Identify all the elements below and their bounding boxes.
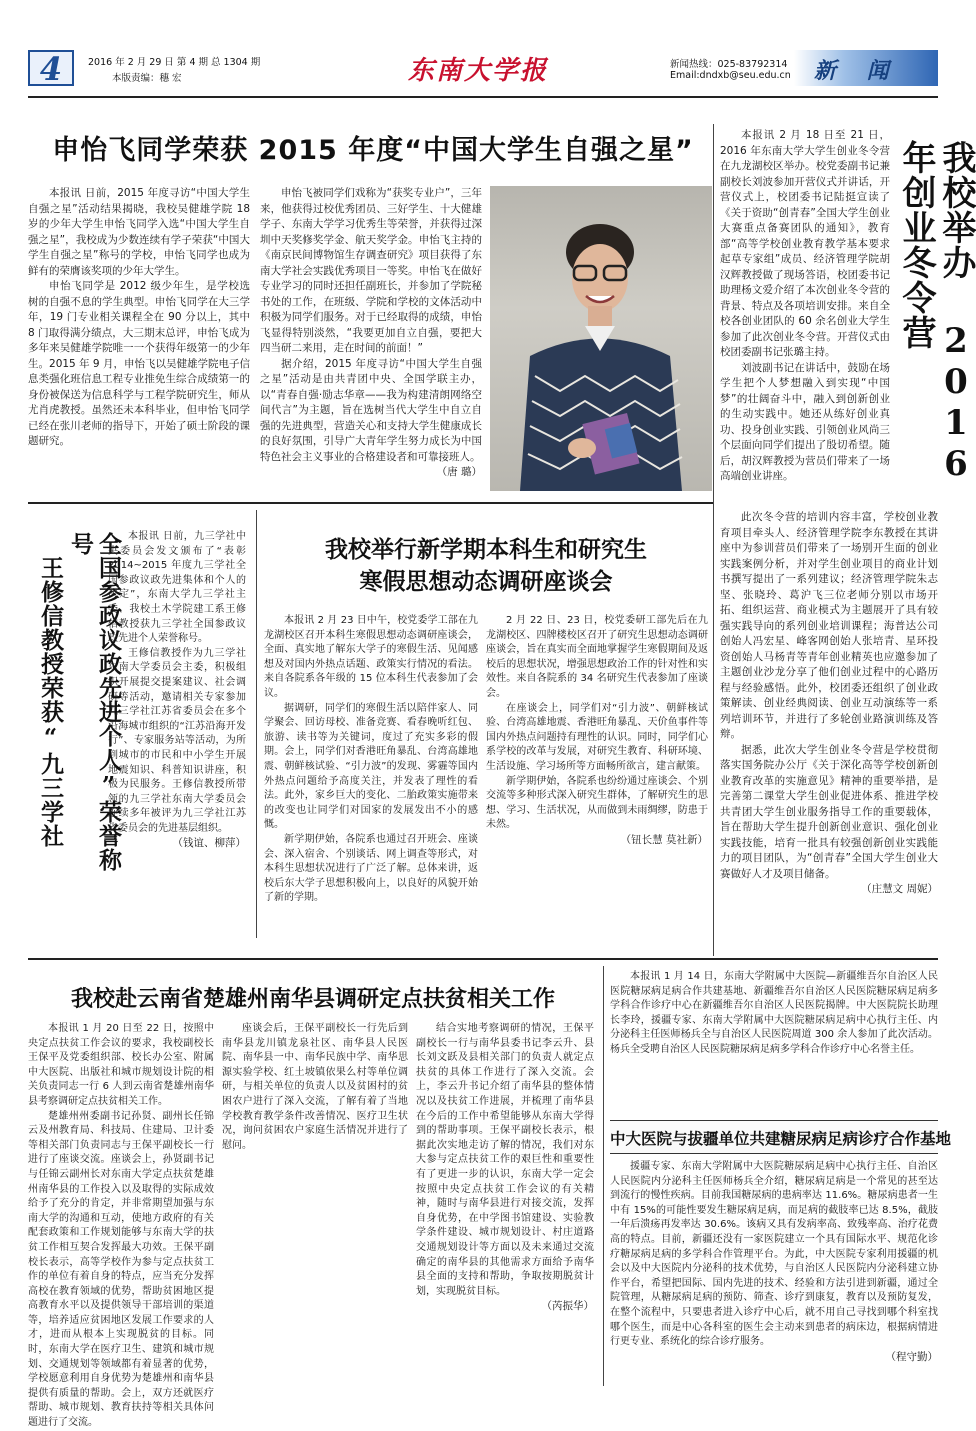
article6-byline: （程守勤） [885, 1350, 938, 1363]
article5-byline: （芮振华） [541, 1300, 594, 1313]
article2-para: 本报讯 2 月 18 日至 21 日，2016 年东南大学大学生创业冬令营在九龙湖校区举办。校党委副书记兼副校长刘波参加开营仪式并讲话，开营仪式上，校团委书记陆挺宣读了《关于资助“创青春”全国大学生创业大赛重点备赛团队的通知》，教育部“高等学校创业教育教学基本要求起草专家组”成员、经济管理学院胡汉辉教授做了现场答语，校团委书记助理杨文爱介绍了本次创业冬令营的背景、特点及各项培训安排。来自全校各创业团队的 60 余名创业大学生参加了此次创业冬令营。开营仪式由校团委副书记张璐主持。 [720, 129, 890, 358]
article2-para: 据悉，此次大学生创业冬令营是学校贯彻落实国务院办公厅《关于深化高等学校创新创业教育改革的实施意见》精神的重要举措，是完善第二课堂大学生创业促进体系、推进学校共青团大学生创业服务指导工作的重要载体，旨在帮助大学生提升创新创业意识、强化创业实践技能，培育一批具有较强创新创业实践能力的项目团队，为“创青春”全国大学生创业大赛做好人才及项目储备。 [720, 743, 938, 880]
article3-divider [256, 510, 257, 938]
article2-para: 刘波副书记在讲话中，鼓励在场学生把个人梦想融入到实现“中国梦”的壮阔奋斗中，融入到创新创业的生动实践中。她还从练好创业真功、投身创业实践、引领创业风尚三个层面向同学们提出了殷切希望。随后，胡汉辉教授为营员们带来了一场高端创业讲座。 [720, 361, 890, 482]
article2-headline: 我校举办 2016 年创业冬令营 [896, 140, 976, 485]
divider-bottom [28, 958, 938, 960]
article5-col3 [416, 1022, 594, 1314]
section-tag [794, 50, 938, 86]
hotline: 新闻热线：025-83792314 [670, 59, 788, 70]
portrait-illustration [490, 186, 712, 491]
article2-byline: （庄慧文 周妮） [861, 883, 938, 895]
article1-headline: 申怡飞同学荣获 2015 年度“中国大学生自强之星” [52, 135, 694, 166]
date-line: 2016 年 2 月 29 日 第 4 期 总 1304 期 [88, 57, 261, 68]
article3-byline: （钱谊、柳萍） [172, 837, 246, 850]
article1-para: 据介绍，2015 年度寻访“中国大学生自强之星”活动是由共青团中央、全国学联主办，以“青春自强·励志华章——我为构建清朗网络空间代言”为主题，旨在选树当代大学生中自立自强的先进典型，营造关心和支持大学生健康成长的良好氛围，引导广大青年学生努力成长为中国特色社会主义事业的合格建设者和可靠接班人。 [260, 357, 482, 463]
article1-col2 [260, 186, 482, 481]
article5-para: 结合实地考察调研的情况，王保平副校长一行与南华县委书记李云升、县长刘文跃及县相关部门的负责人就定点扶贫的具体工作进行了深入交流。会上，李云升书记介绍了南华县的整体情况以及扶贫工作进展，并梳理了南华县在今后的工作中希望能够从东南大学得到的帮助事项。王保平副校长表示，根据此次实地走访了解的情况，我们对东大参与定点扶贫工作的艰巨性和重要性有了更进一步的认识，东南大学一定会按照中央定点扶贫工作会议的有关精神，随时与南华县进行对接交流，发挥自身优势，在中学图书馆建设、实验教学条件建设、城市规划设计、村庄道路交通规划设计等方面以及未来通过交流确定的南华县的其他需求方面给予南华县全面的支持和帮助，争取按期脱贫计划，实现脱贫目标。 [416, 1023, 594, 1297]
article4-para: 新学期伊始，各院系也通过召开班会、座谈会、深入宿舍、个别谈话、网上调查等形式，对本科生思想状况进行了广泛了解。总体来讲，返校后东大学子思想积极向上，以良好的风貌开始了新的学期。 [264, 833, 478, 904]
article5-headline: 我校赴云南省楚雄州南华县调研定点扶贫相关工作 [70, 987, 555, 1012]
article3-para: 本报讯 日前，九三学社中央委员会发文颁布了“表彰 2014~2015 年度九三学社全国参政议政先进集体和个人的决定”，东南大学九三学社主委、我校土木学院建工系王修信教授获九三学社全国参政议政先进个人荣誉称号。 [108, 531, 246, 645]
article3-col [108, 530, 246, 851]
article3-headline-line2: 王修信教授荣获“九三学社 [37, 556, 64, 848]
editor-line: 本版责编：穗 宏 [112, 73, 182, 84]
article1-para: 申怡飞被同学们戏称为“获奖专业户”，三年来，他获得过校优秀团员、三好学生、十大健雄学子、东南大学学习优秀生等荣誉，并获得过深圳中天奖修奖学金、航天奖学金。申怡飞主持的《南京民间博物馆生存调查研究》项目获得了东南大学社会实践优秀项目一等奖。申怡飞在做好专业学习的同时还担任副班长，并参加了学院秘书处的工作，在班级、学院和学校的文体活动中积极为同学们服务。对于已经取得的成绩，申怡飞显得特别淡然，“我要更加自立自强，要把大四当研二来用，走在时间的前面！” [260, 187, 482, 354]
article4-col2 [486, 614, 708, 848]
article5-col1 [28, 1022, 214, 1431]
article1-byline: （唐 璐） [436, 466, 482, 478]
article4-headline-line: 我校举行新学期本科生和研究生 [325, 537, 647, 563]
article5-divider [603, 966, 604, 1386]
student-portrait-photo [490, 186, 712, 491]
article4-para: 2 月 22 日、23 日，校党委研工部先后在九龙湖校区、四牌楼校区召开了研究生思想动态调研座谈会，旨在真实而全面地掌握学生寒假期间及返校后的思想状况，增强思想政治工作的针对性和实效性。来自各院系的 34 名研究生代表参加了座谈会。 [486, 615, 708, 699]
article5-para: 本报讯 1 月 20 日至 22 日，按照中央定点扶贫工作会议的要求，我校副校长王保平及党委组织部、校长办公室、附属中大医院、出版社和城市规划设计院的相关负责同志一行 6 人到云南省楚雄州南华县考察调研定点扶贫相关工作。 [28, 1023, 214, 1107]
article4-para: 本报讯 2 月 23 日中午，校党委学工部在九龙湖校区召开本科生寒假思想动态调研座谈会，全面、真实地了解东大学子的寒假生活、见闻感想及对国内外热点话题、政策实行情况的看法。来自各院系各年级的 15 位本科生代表参加了会议。 [264, 615, 478, 699]
email: Email:dndxb@seu.edu.cn [670, 70, 791, 81]
article6-para: 本报讯 1 月 14 日，东南大学附属中大医院—新疆维吾尔自治区人民医院糖尿病足病合作共建基地、新疆维吾尔自治区人民医院糖尿病足病多学科合作诊疗中心在新疆维吾尔自治区人民医院揭牌。中大医院院长助理长李玲，援疆专家、东南大学附属中大医院糖尿病足病中心执行主任、内分泌科主任医师杨兵全与自治区人民医院周道 300 余人参加了此次活动。杨兵全受聘自治区人民医院糖尿病足病多学科合作诊疗中心名誉主任。 [610, 971, 938, 1055]
article2-divider [713, 124, 714, 956]
divider-mid [28, 502, 713, 504]
article3-para: 王修信教授作为九三学社东南大学委员会主委，积极组织开展提交提案建议、社会调研等活动，邀请相关专家参加九三学社江苏省委员会在多个沿海城市组织的“江苏沿海开发行”、专家服务站等活动，为所到城市的市民和中小学生开展地震知识、科普知识讲座，积极为民服务。王修信教授所带领的九三学社东南大学委员会连续多年被评为九三学社江苏省委员会的先进基层组织。 [108, 647, 246, 834]
article2-col [720, 128, 890, 485]
article3-headline-line1: 全国参政议政先进个人”荣誉称号 [67, 532, 122, 872]
article6-headline: 中大医院与拔疆单位共建糖尿病足病诊疗合作基地 [610, 1130, 952, 1148]
article6-intro [610, 970, 938, 1058]
article5-para: 座谈会后，王保平副校长一行先后到南华县龙川镇龙泉社区、南华县人民医院、南华县一中、南华民族中学、南华思源实验学校、红土坡镇依果么村等单位调研，与相关单位的负责人以及贫困村的贫困农户进行了深入交流，了解有着了当地学校教育教学条件改善情况、医疗卫生状况，询问贫困农户家庭生活情况并进行了慰问。 [222, 1023, 408, 1151]
section-label: 新 闻 [814, 58, 889, 84]
article4-byline: （钮长慧 莫社新） [620, 833, 708, 846]
article1-para: 申怡飞同学是 2012 级少年生，是学校选树的自强不息的学生典型。申怡飞同学在大三学年，19 门专业相关课程全在 90 分以上，其中 8 门取得满分绩点，大三期末总评，申怡飞成为多年来吴健雄学院唯一一个获得年级第一的少年生。2015 年 9 月，申怡飞以吴健雄学院电子信息类强化班信息工程专业推免生综合成绩第一的身份被保送为信息科学与工程学院研究生，师从尤肖虎教授。虽然还未本科毕业，但申怡飞同学已经在张川老师的指导下，开始了硕士阶段的课题研究。 [28, 280, 250, 447]
article6-para: 援疆专家、东南大学附属中大医院糖尿病足病中心执行主任、自治区人民医院内分泌科主任医师杨兵全介绍，糖尿病足病是一个常见的甚至达到流行的慢性疾病。目前我国糖尿病的患病率达 11.6%。糖尿病患者一生中有 15%的可能性要发生糖尿病足病，而足病的截肢率已达 8.5%，截肢一年后溃疡再发率达 30.6%。该病又具有发病率高、致残率高、治疗花费高的特点。目前，新疆还没有一家医院建立一个具有国际水平、规范化诊疗糖尿病足病的多学科合作管理平台。为此，中大医院专家利用援疆的机会以及中大医院内分泌科的技术优势，与自治区人民医院内分泌科建立协作平台，希望把国际、国内先进的技术、经验和方法引进到新疆，通过全院管理，从糖尿病足病的预防、筛查、诊疗到康复，教育以及预防复发，在整个流程中，只要患者进入诊疗中心后，就不用自己寻找到哪个科室找哪个医生，而是中心各科室的医生会主动来到患者的病床边，根据病情进行更专业、系统化的综合诊疗服务。 [610, 1161, 938, 1348]
article6-body [610, 1160, 938, 1364]
article4-col1 [264, 614, 478, 906]
newspaper-logo: 东南大学报 [408, 56, 549, 86]
article2-para: 此次冬令营的培训内容丰富，学校创业教育项目牵头人、经济管理学院李东教授在其讲座中为参训营员们带来了一场别开生面的创业实践案例分析，并对学生创业项目的商业计划书撰写提出了一系列建议；经济管理学院朱志坚、张晓玲、葛沪飞三位老师分别以市场开拓、组织运营、商业模式为主题展开了具有较强实践导向的系列创业培训课程；海普达公司创始人冯宏星、峰客网创始人张培青、星环投资创始人马杨青等青年创业精英也应邀参加了主题创业沙龙分享了他们创业过程中的心路历程与经验感悟。此外，校团委还组织了创业政策解读、创业经典阅读、创业互动演练等一系列培训环节，并进行了多轮创业路演训练及答辩。 [720, 511, 938, 740]
article4-headline-line: 寒假思想动态调研座谈会 [359, 569, 613, 595]
article5-col2 [222, 1022, 408, 1153]
article1-para: 本报讯 日前，2015 年度寻访“中国大学生自强之星”活动结果揭晓，我校吴健雄学院 18 岁的少年大学生申怡飞同学入选“中国大学生自强之星”，我校成为少数连续有学子荣获“中国大学生自强之星”称号的学校，申怡飞同学也成为鲜有的荣膺该奖项的少年大学生。 [28, 187, 250, 277]
masthead-rule [28, 96, 938, 98]
article4-headline [262, 534, 710, 598]
article1-col1 [28, 186, 250, 450]
masthead [28, 44, 938, 96]
page-number-box [28, 50, 74, 86]
article4-para: 据调研，同学们的寒假生活以陪伴家人、同学聚会、回访母校、准备竞赛、看春晚听红包、旅游、读书等为关键词，度过了充实多彩的假期。会上，同学们对香港旺角暴乱、台湾高雄地震、朝鲜核试验、“引力波”的发现、雾霾等国内外热点问题给予高度关注，并发表了理性的看法。此外，家乡巨大的变化、二胎政策实施带来的改变也让同学们对国家的发展发出不小的感慨。 [264, 702, 478, 831]
article6-headline-band [610, 1120, 952, 1154]
article4-para: 新学期伊始，各院系也纷纷通过座谈会、个别交流等多种形式深入研究生群体，了解研究生的思想、学习、生活状况，从而做到未雨绸缪，防患于未然。 [486, 775, 708, 831]
article2-col-wide [720, 510, 938, 898]
article4-para: 在座谈会上，同学们对“引力波”、朝鲜核试验、台湾高雄地震、香港旺角暴乱、天价鱼事件等国内外热点问题持有理性的认识。同时，同学们心系学校的改革与发展，对研究生教育、科研环境、生活设施、学习场所等方面畅所欲言，建言献策。 [486, 702, 708, 772]
page-number: 4 [39, 50, 63, 88]
article5-para: 楚雄州州委副书记孙贤、副州长任锦云及州教育局、科技局、住建局、卫计委等相关部门负责同志与王保平副校长一行进行了座谈交流。座谈会上，孙贤副书记与任锦云副州长对东南大学定点扶贫楚雄州南华县的工作投入以及取得的实际成效给予了充分的肯定，并非常期望加强与东南大学的沟通和互动，使地方政府的有关配套政策和工作规划能够与东南大学的扶贫工作相互契合发挥最大功效。王保平副校长表示，高等学校作为参与定点扶贫工作的单位有着自身的特点，应当充分发挥高校在教育领域的优势，帮助贫困地区提高教育水平以及提供领导干部培训的渠道等，培养适应贫困地区发展工作要求的人才，进而从根本上实现脱贫的目标。同时，东南大学在医疗卫生、建筑和城市规划、交通规划等领域都有着显著的优势，学校愿意利用自身优势为楚雄州和南华县提供有质量的帮助。会上，双方还就医疗帮助、城市规划、教育扶持等相关具体问题进行了交流。 [28, 1110, 214, 1429]
